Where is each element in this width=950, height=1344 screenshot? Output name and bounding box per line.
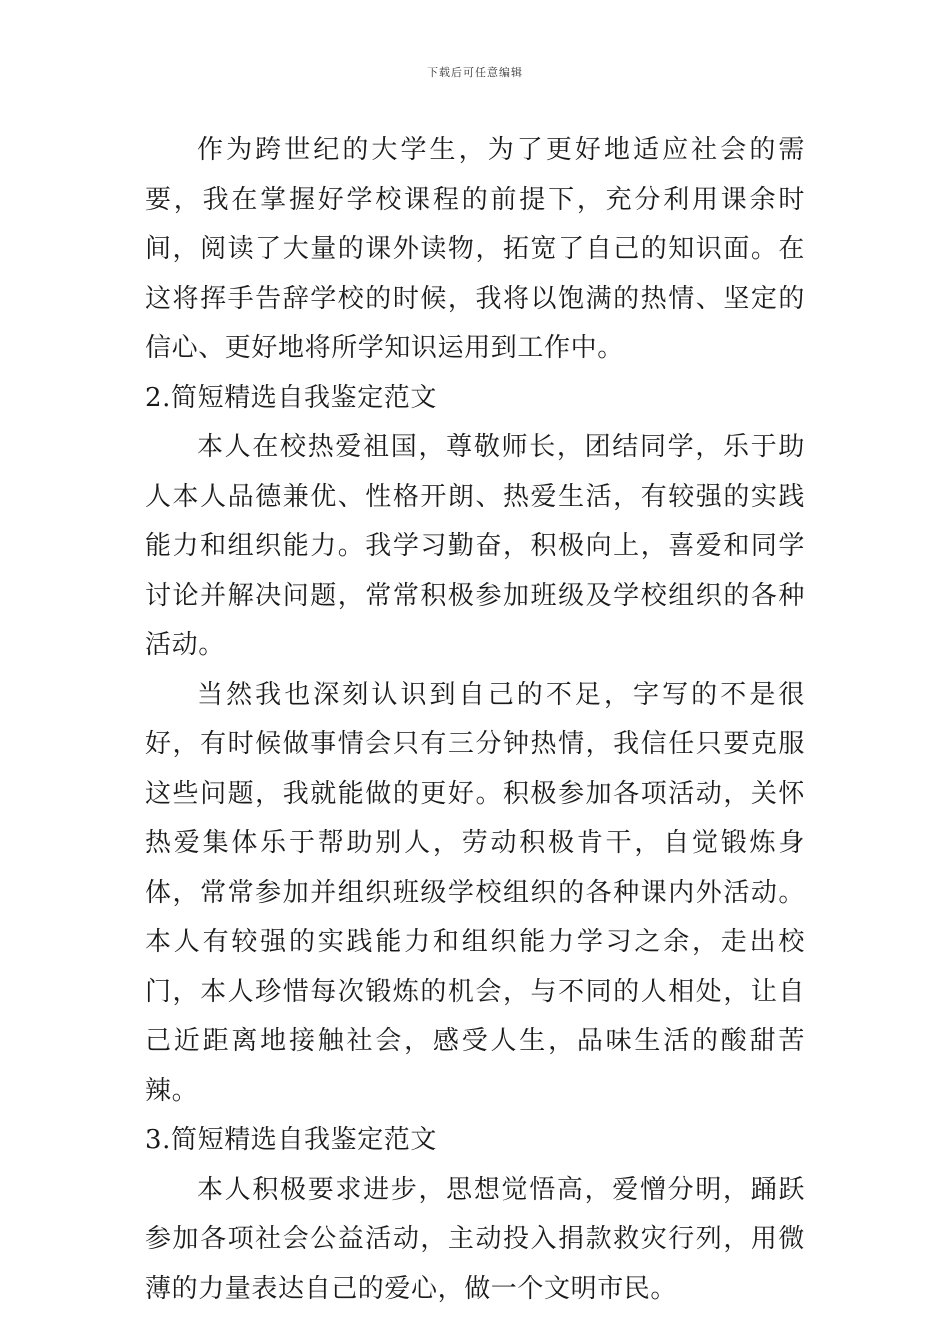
paragraph-2b: 当然我也深刻认识到自己的不足，字写的不是很好，有时候做事情会只有三分钟热情，我信任只要克服这些问题，我就能做的更好。积极参加各项活动，关怀热爱集体乐于帮助别人，劳动积极肯干，自觉锻炼身体，常常参加并组织班级学校组织的各种课内外活动。本人有较强的实践能力和组织能力学习之余，走出校门，本人珍惜每次锻炼的机会，与不同的人相处，让自己近距离地接触社会，感受人生，品味生活的酸甜苦辣。 bbox=[145, 679, 805, 1106]
paragraph-3: 本人积极要求进步，思想觉悟高，爱憎分明，踊跃参加各项社会公益活动，主动投入捐款救灾行列，用微薄的力量表达自己的爱心，做一个文明市民。 bbox=[145, 1174, 805, 1304]
section-heading-2: 2.简短精选自我鉴定范文 bbox=[145, 382, 438, 413]
header-note: 下载后可任意编辑 bbox=[427, 66, 523, 79]
paragraph-1: 作为跨世纪的大学生，为了更好地适应社会的需要，我在掌握好学校课程的前提下，充分利用课余时间，阅读了大量的课外读物，拓宽了自己的知识面。在这将挥手告辞学校的时候，我将以饱满的热情、坚定的信心、更好地将所学知识运用到工作中。 bbox=[145, 135, 805, 363]
section-heading-3: 3.简短精选自我鉴定范文 bbox=[145, 1125, 438, 1155]
paragraph-2a: 本人在校热爱祖国，尊敬师长，团结同学，乐于助人本人品德兼优、性格开朗、热爱生活，有较强的实践能力和组织能力。我学习勤奋，积极向上，喜爱和同学讨论并解决问题，常常积极参加班级及学校组织的各种活动。 bbox=[145, 432, 805, 660]
document-body bbox=[145, 126, 805, 1314]
